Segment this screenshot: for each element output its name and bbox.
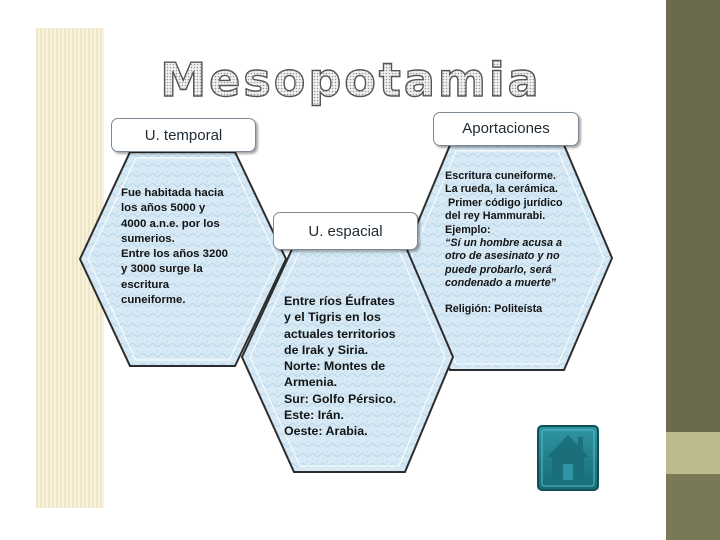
espacial-text	[284, 293, 396, 440]
espacial-line: Este: Irán.	[284, 408, 344, 423]
espacial-line: Sur: Golfo Pérsico.	[284, 391, 397, 406]
temporal-line: Fue habitada hacia	[121, 187, 224, 199]
espacial-line: y el Tigris en los	[284, 310, 381, 325]
espacial-line: Norte: Montes de	[284, 359, 386, 374]
aportaciones-quote-line: condenado a muerte”	[445, 277, 556, 290]
page-title: Mesopotamia	[160, 53, 542, 107]
espacial-line: Entre ríos Éufrates	[284, 294, 395, 308]
temporal-line: Entre los años 3200	[121, 248, 228, 261]
espacial-line: actuales territorios	[284, 326, 396, 341]
home-button[interactable]	[537, 425, 599, 491]
temporal-line: y 3000 surge la	[121, 263, 203, 276]
temporal-text	[121, 186, 228, 308]
aportaciones-quote-line: “Sí un hombre acusa a	[445, 237, 562, 250]
aportaciones-quote-line: puede probarlo, será	[445, 263, 552, 276]
label-temporal	[111, 118, 256, 152]
temporal-line: sumerios.	[121, 232, 175, 245]
label-aportaciones	[433, 112, 579, 146]
aportaciones-line: La rueda, la cerámica.	[445, 183, 558, 196]
espacial-line: Oeste: Arabia.	[284, 424, 368, 439]
aportaciones-line: del rey Hammurabi.	[445, 210, 546, 223]
temporal-line: 4000 a.n.e. por los	[121, 217, 220, 230]
label-espacial	[273, 212, 418, 250]
temporal-line: escritura	[121, 278, 170, 291]
aportaciones-quote-line: otro de asesinato y no	[445, 250, 560, 263]
temporal-line: cuneiforme.	[121, 294, 186, 307]
aportaciones-line: Primer código jurídico	[445, 196, 563, 209]
label-espacial-text: U. espacial	[308, 222, 383, 240]
temporal-line: los años 5000 y	[121, 202, 206, 215]
aportaciones-religion: Religión: Politeísta	[445, 302, 543, 315]
label-temporal-text: U. temporal	[144, 126, 223, 144]
aportaciones-line: Escritura cuneiforme.	[445, 170, 557, 182]
aportaciones-line: Ejemplo:	[445, 223, 491, 236]
espacial-line: Armenia.	[284, 375, 338, 390]
label-aportaciones-text: Aportaciones	[462, 120, 550, 137]
espacial-line: de Irak y Siria.	[284, 342, 369, 357]
aportaciones-text	[445, 170, 563, 316]
